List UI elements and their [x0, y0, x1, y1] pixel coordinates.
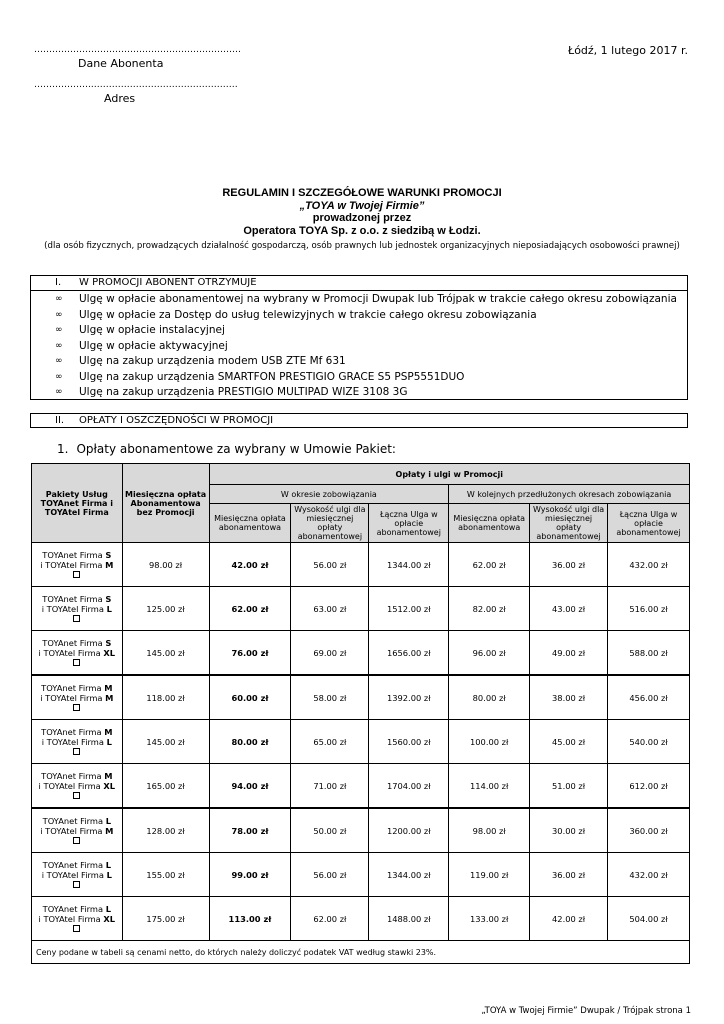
checkbox-icon: [73, 748, 80, 755]
extended-discount-cell: 36.00 zł: [530, 853, 608, 897]
discount-cell: 71.00 zł: [291, 764, 369, 809]
bullet-infinity-icon: ∞: [55, 294, 63, 304]
package-name-cell: [32, 764, 123, 809]
extended-monthly-fee-cell: 98.00 zł: [449, 808, 530, 853]
checkbox-icon: [73, 881, 80, 888]
package-tel-size: L: [106, 736, 112, 747]
header-discount-1: Wysokość ulgi dla miesięcznej opłaty abonamentowej: [291, 504, 369, 543]
extended-discount-cell: 45.00 zł: [530, 720, 608, 764]
package-tel-size: XL: [103, 780, 116, 791]
subscriber-data-dotted-line: ……………………………………………………………: [34, 45, 241, 55]
promo-monthly-fee-cell: 113.00 zł: [209, 897, 291, 941]
table-footnote-row: [32, 941, 690, 964]
package-name-cell: [32, 587, 123, 631]
bullet-infinity-icon: ∞: [55, 325, 63, 335]
header-base-fee: Miesięczna opłata Abonamentowa bez Promocji: [122, 464, 209, 543]
title-line-4: Operatora TOYA Sp. z o.o. z siedzibą w Łodzi.: [243, 224, 481, 237]
checkbox-icon: [73, 792, 80, 799]
extended-discount-cell: 49.00 zł: [530, 631, 608, 676]
section-1-header: [31, 276, 687, 291]
benefit-item: [31, 339, 687, 355]
total-discount-cell: 1392.00 zł: [369, 675, 449, 720]
extended-monthly-fee-cell: 80.00 zł: [449, 675, 530, 720]
table-row: [32, 853, 690, 897]
subsection-text: Opłaty abonamentowe za wybrany w Umowie Pakiet:: [76, 442, 396, 456]
package-net-size: L: [105, 903, 111, 914]
total-discount-cell: 1488.00 zł: [369, 897, 449, 941]
discount-cell: 62.00 zł: [291, 897, 369, 941]
package-tel-size: L: [106, 869, 112, 880]
header-promo-group: Opłaty i ulgi w Promocji: [209, 464, 689, 485]
extended-discount-cell: 43.00 zł: [530, 587, 608, 631]
benefit-item-text: Ulgę w opłacie za Dostęp do usług telewizyjnych w trakcie całego okresu zobowiązania: [79, 308, 537, 321]
package-net-label: TOYAnet Firma: [42, 815, 106, 826]
promo-monthly-fee-cell: 60.00 zł: [209, 675, 291, 720]
package-net-label: TOYAnet Firma: [42, 903, 106, 914]
total-discount-cell: 1704.00 zł: [369, 764, 449, 809]
extended-total-discount-cell: 360.00 zł: [608, 808, 690, 853]
base-fee-cell: 118.00 zł: [122, 675, 209, 720]
pricing-table: [31, 463, 690, 964]
benefit-item-text: Ulgę w opłacie abonamentowej na wybrany w Promocji Dwupak lub Trójpak w trakcie całego okresu zobowiązania: [79, 293, 677, 305]
base-fee-cell: 98.00 zł: [122, 543, 209, 587]
benefit-item: [31, 323, 687, 339]
table-row: [32, 675, 690, 720]
table-row: [32, 587, 690, 631]
checkbox-icon: [73, 837, 80, 844]
header-extended-periods: W kolejnych przedłużonych okresach zobowiązania: [449, 485, 690, 504]
discount-cell: 58.00 zł: [291, 675, 369, 720]
package-tel-size: XL: [103, 647, 116, 658]
package-net-size: M: [104, 682, 113, 693]
section-1-box: [30, 275, 688, 400]
extended-monthly-fee-cell: 114.00 zł: [449, 764, 530, 809]
discount-cell: 56.00 zł: [291, 543, 369, 587]
total-discount-cell: 1200.00 zł: [369, 808, 449, 853]
bullet-infinity-icon: ∞: [55, 309, 63, 320]
extended-total-discount-cell: 612.00 zł: [608, 764, 690, 809]
title-line-2: „TOYA w Twojej Firmie”: [299, 199, 425, 212]
extended-monthly-fee-cell: 133.00 zł: [449, 897, 530, 941]
package-net-label: TOYAnet Firma: [42, 637, 106, 648]
package-tel-label: i TOYAtel Firma: [41, 736, 107, 747]
subsection-heading: [57, 442, 396, 456]
package-tel-label: i TOYAtel Firma: [38, 780, 104, 791]
package-name-cell: [32, 675, 123, 720]
checkbox-icon: [73, 571, 80, 578]
package-tel-size: M: [105, 559, 114, 570]
document-title-block: [0, 187, 724, 252]
extended-monthly-fee-cell: 96.00 zł: [449, 631, 530, 676]
package-tel-label: i TOYAtel Firma: [40, 692, 106, 703]
bullet-infinity-icon: ∞: [55, 356, 63, 366]
benefit-list: [31, 291, 687, 401]
bullet-infinity-icon: ∞: [55, 371, 63, 382]
total-discount-cell: 1560.00 zł: [369, 720, 449, 764]
section-2-number: II.: [55, 415, 65, 426]
table-row: [32, 720, 690, 764]
package-name-cell: [32, 720, 123, 764]
package-name-cell: [32, 897, 123, 941]
package-net-label: TOYAnet Firma: [42, 593, 106, 604]
package-tel-label: i TOYAtel Firma: [41, 869, 107, 880]
base-fee-cell: 155.00 zł: [122, 853, 209, 897]
package-name-cell: [32, 631, 123, 676]
base-fee-cell: 165.00 zł: [122, 764, 209, 809]
total-discount-cell: 1344.00 zł: [369, 543, 449, 587]
checkbox-icon: [73, 659, 80, 666]
extended-monthly-fee-cell: 62.00 zł: [449, 543, 530, 587]
package-net-size: M: [104, 726, 113, 737]
address-label: Adres: [104, 92, 136, 105]
header-monthly-fee-1: Miesięczna opłata abonamentowa: [209, 504, 291, 543]
promo-monthly-fee-cell: 62.00 zł: [209, 587, 291, 631]
section-1-number: I.: [55, 277, 62, 288]
package-tel-size: XL: [103, 913, 116, 924]
extended-monthly-fee-cell: 119.00 zł: [449, 853, 530, 897]
section-1-heading: W PROMOCJI ABONENT OTRZYMUJE: [79, 277, 257, 288]
header-total-discount-2: Łączna Ulga w opłacie abonamentowej: [608, 504, 690, 543]
document-date: Łódź, 1 lutego 2017 r.: [568, 44, 688, 57]
extended-total-discount-cell: 516.00 zł: [608, 587, 690, 631]
title-line-1: REGULAMIN I SZCZEGÓŁOWE WARUNKI PROMOCJI: [222, 187, 502, 199]
table-row: [32, 808, 690, 853]
base-fee-cell: 125.00 zł: [122, 587, 209, 631]
title-note: (dla osób fizycznych, prowadzących działalność gospodarczą, osób prawnych lub jednostek organizacyjnych nieposiadających osobowości prawnej): [44, 241, 680, 251]
total-discount-cell: 1512.00 zł: [369, 587, 449, 631]
subsection-number: 1.: [57, 442, 69, 456]
package-name-cell: [32, 853, 123, 897]
total-discount-cell: 1344.00 zł: [369, 853, 449, 897]
checkbox-icon: [73, 704, 80, 711]
promo-monthly-fee-cell: 80.00 zł: [209, 720, 291, 764]
checkbox-icon: [73, 925, 80, 932]
promo-monthly-fee-cell: 99.00 zł: [209, 853, 291, 897]
bullet-infinity-icon: ∞: [55, 340, 63, 351]
package-net-size: S: [105, 637, 112, 648]
benefit-item: [31, 370, 687, 386]
table-footnote: Ceny podane w tabeli są cenami netto, do których należy doliczyć podatek VAT według stawki 23%.: [32, 941, 690, 964]
table-row: [32, 631, 690, 676]
benefit-item-text: Ulgę na zakup urządzenia modem USB ZTE Mf 631: [79, 355, 346, 367]
header-monthly-fee-2: Miesięczna opłata abonamentowa: [449, 504, 530, 543]
header-packages: Pakiety Usług TOYAnet Firma i TOYAtel Firma: [32, 464, 123, 543]
package-net-label: TOYAnet Firma: [41, 682, 105, 693]
section-2-box: [30, 413, 688, 428]
extended-discount-cell: 30.00 zł: [530, 808, 608, 853]
extended-total-discount-cell: 588.00 zł: [608, 631, 690, 676]
extended-monthly-fee-cell: 100.00 zł: [449, 720, 530, 764]
base-fee-cell: 128.00 zł: [122, 808, 209, 853]
header-total-discount-1: Łączna Ulga w opłacie abonamentowej: [369, 504, 449, 543]
discount-cell: 63.00 zł: [291, 587, 369, 631]
promo-monthly-fee-cell: 76.00 zł: [209, 631, 291, 676]
package-net-size: S: [105, 549, 112, 560]
benefit-item: [31, 292, 687, 308]
package-net-size: L: [105, 815, 111, 826]
extended-total-discount-cell: 456.00 zł: [608, 675, 690, 720]
table-row: [32, 764, 690, 809]
package-tel-label: i TOYAtel Firma: [38, 913, 104, 924]
extended-discount-cell: 51.00 zł: [530, 764, 608, 809]
base-fee-cell: 175.00 zł: [122, 897, 209, 941]
package-net-label: TOYAnet Firma: [42, 549, 106, 560]
extended-discount-cell: 42.00 zł: [530, 897, 608, 941]
discount-cell: 69.00 zł: [291, 631, 369, 676]
benefit-item-text: Ulgę na zakup urządzenia PRESTIGIO MULTIPAD WIZE 3108 3G: [79, 386, 408, 398]
table-row: [32, 543, 690, 587]
promo-monthly-fee-cell: 78.00 zł: [209, 808, 291, 853]
total-discount-cell: 1656.00 zł: [369, 631, 449, 676]
package-tel-size: M: [105, 825, 114, 836]
header-commitment-period: W okresie zobowiązania: [209, 485, 449, 504]
discount-cell: 50.00 zł: [291, 808, 369, 853]
package-net-label: TOYAnet Firma: [42, 859, 106, 870]
subscriber-data-label: Dane Abonenta: [78, 57, 164, 70]
discount-cell: 56.00 zł: [291, 853, 369, 897]
promo-monthly-fee-cell: 42.00 zł: [209, 543, 291, 587]
extended-discount-cell: 38.00 zł: [530, 675, 608, 720]
package-tel-label: i TOYAtel Firma: [38, 647, 104, 658]
benefit-item-text: Ulgę w opłacie aktywacyjnej: [79, 339, 228, 352]
extended-monthly-fee-cell: 82.00 zł: [449, 587, 530, 631]
extended-total-discount-cell: 540.00 zł: [608, 720, 690, 764]
extended-total-discount-cell: 432.00 zł: [608, 853, 690, 897]
base-fee-cell: 145.00 zł: [122, 720, 209, 764]
package-net-label: TOYAnet Firma: [41, 770, 105, 781]
address-dotted-line: ………………..…………………………………………: [34, 80, 238, 90]
package-net-size: M: [104, 770, 113, 781]
discount-cell: 65.00 zł: [291, 720, 369, 764]
package-tel-label: i TOYAtel Firma: [40, 559, 106, 570]
benefit-item: [31, 385, 687, 401]
section-2-heading: OPŁATY I OSZCZĘDNOŚCI W PROMOCJI: [79, 415, 274, 426]
page-footer: „TOYA w Twojej Firmie” Dwupak / Trójpak strona 1: [481, 1006, 691, 1016]
promo-monthly-fee-cell: 94.00 zł: [209, 764, 291, 809]
header-discount-2: Wysokość ulgi dla miesięcznej opłaty abonamentowej: [530, 504, 608, 543]
base-fee-cell: 145.00 zł: [122, 631, 209, 676]
package-net-size: L: [105, 859, 111, 870]
extended-total-discount-cell: 432.00 zł: [608, 543, 690, 587]
benefit-item-text: Ulgę w opłacie instalacyjnej: [79, 324, 225, 336]
checkbox-icon: [73, 615, 80, 622]
extended-discount-cell: 36.00 zł: [530, 543, 608, 587]
benefit-item-text: Ulgę na zakup urządzenia SMARTFON PRESTIGIO GRACE S5 PSP5551DUO: [79, 370, 465, 383]
table-row: [32, 897, 690, 941]
package-name-cell: [32, 808, 123, 853]
package-name-cell: [32, 543, 123, 587]
title-line-3: prowadzonej przez: [312, 212, 412, 224]
package-tel-size: L: [106, 603, 112, 614]
package-net-label: TOYAnet Firma: [41, 726, 105, 737]
benefit-item: [31, 308, 687, 324]
bullet-infinity-icon: ∞: [55, 387, 63, 397]
extended-total-discount-cell: 504.00 zł: [608, 897, 690, 941]
package-net-size: S: [105, 593, 112, 604]
benefit-item: [31, 354, 687, 370]
package-tel-label: i TOYAtel Firma: [40, 825, 106, 836]
package-tel-size: M: [105, 692, 114, 703]
package-tel-label: i TOYAtel Firma: [41, 603, 107, 614]
